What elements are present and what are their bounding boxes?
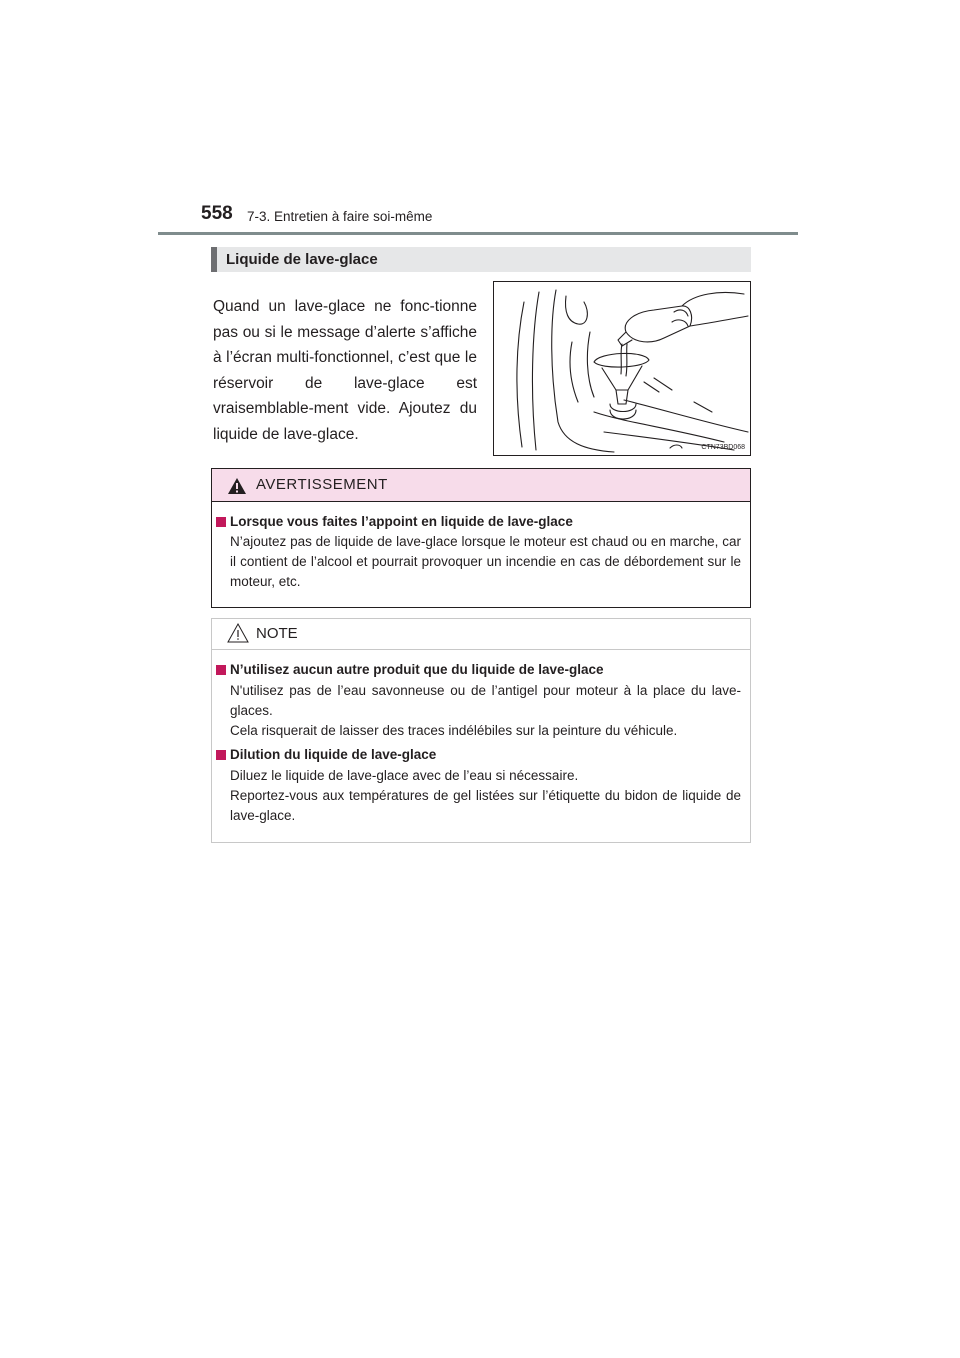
warning-box [211,468,751,608]
note-item-text: N'utilisez pas de l’eau savonneuse ou de l’antigel pour moteur à la place du lave-glaces. [230,683,741,718]
warning-item-text: N’ajoutez pas de liquide de lave-glace lorsque le moteur est chaud ou en marche, car il contient de l’alcool et pourrait provoquer un incendie en cas de débordement sur le moteur, etc. [230,534,741,589]
header-rule [158,232,798,235]
washer-fluid-illustration [493,281,751,456]
warning-triangle-icon [227,477,247,500]
note-item-text: Cela risquerait de laisser des traces indélébiles sur la peinture du véhicule. [230,723,678,738]
subsection-heading [211,247,751,272]
warning-header [212,469,750,502]
washer-fluid-drawing [494,282,750,455]
figure-code: CTN73BD068 [701,444,745,451]
note-item-text: Reportez-vous aux températures de gel listées sur l’étiquette du bidon de liquide de lave-glace. [230,788,741,823]
note-header [212,619,750,650]
caution-triangle-icon [227,622,249,649]
page-number: 558 [201,203,233,224]
bullet-square-icon [216,517,226,527]
warning-title: AVERTISSEMENT [256,476,388,493]
section-title: 7-3. Entretien à faire soi-même [247,209,433,224]
note-item-title: N’utilisez aucun autre produit que du liquide de lave-glace [216,662,742,677]
subsection-title: Liquide de lave-glace [226,251,378,268]
note-item-title: Dilution du liquide de lave-glace [216,747,742,762]
note-title: NOTE [256,625,298,642]
note-box [211,618,751,843]
note-item-text: Diluez le liquide de lave-glace avec de l’eau si nécessaire. [230,768,579,783]
warning-item-title: Lorsque vous faites l’appoint en liquide de lave-glace [216,514,742,529]
bullet-square-icon [216,750,226,760]
body-paragraph: Quand un lave-glace ne fonc-tionne pas ou si le message d’alerte s’affiche à l’écran multi-fonctionnel, c’est que le réservoir de lave-glace est vraisemblable-ment vide. Ajoutez du liquide de lave-glace. [213,298,477,443]
bullet-square-icon [216,665,226,675]
